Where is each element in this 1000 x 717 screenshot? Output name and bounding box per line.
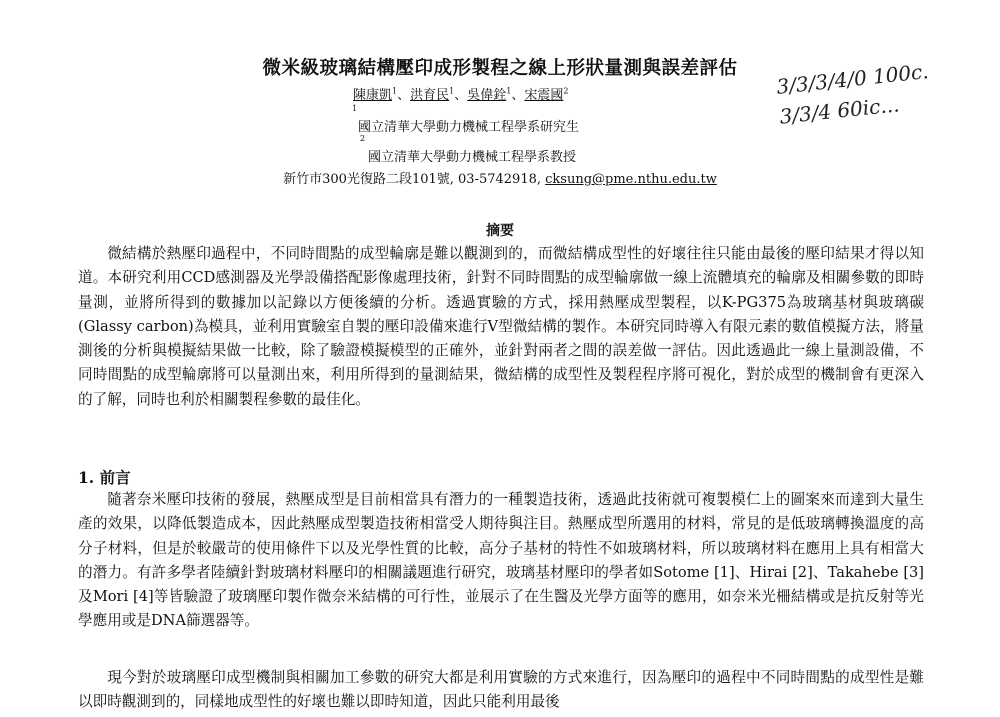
author-separator: 、 (454, 88, 468, 103)
author-affiliation-mark: 1 (506, 86, 512, 96)
author-separator: 、 (511, 88, 525, 103)
author-affiliation-mark: 2 (563, 86, 569, 96)
affiliation-text: 國立清華大學動力機械工程學系研究生 (358, 120, 580, 135)
author-name: 宋震國 (524, 88, 564, 103)
paper-title: 微米級玻璃結構壓印成形製程之線上形狀量測與誤差評估 (262, 58, 738, 79)
author-name: 陳康凱 (353, 88, 393, 103)
author-separator: 、 (397, 88, 411, 103)
affiliation-text: 國立清華大學動力機械工程學系教授 (368, 150, 577, 165)
abstract-heading: 摘要 (486, 223, 514, 239)
address-line (0, 168, 1000, 187)
introduction-paragraph: 現今對於玻璃壓印成型機制與相關加工參數的研究大都是利用實驗的方式來進行，因為壓印的過程中不同時間點的成型性是難以即時觀測到的，同樣地成型性的好壞也難以即時知道，因此只能利用最後 (78, 669, 924, 711)
author-name: 洪育民 (410, 88, 450, 103)
email-link[interactable]: cksung@pme.nthu.edu.tw (545, 172, 717, 187)
author-affiliation-mark: 1 (449, 86, 455, 96)
handwritten-note-line: 3/3/4 60ic... (778, 92, 901, 129)
handwritten-note-line: 3/3/3/4/0 100c. (775, 59, 930, 99)
abstract-body: 微結構於熱壓印過程中，不同時間點的成型輪廓是難以觀測到的，而微結構成型性的好壞往往只能由最後的壓印結果才得以知道。本研究利用CCD感測器及光學設備搭配影像處理技術，針對不同時間點的成型輪廓做一線上流體填充的輪廓及相關參數的即時量測，並將所得到的數據加以記錄以方便後續的分析。透過實驗的方式，採用熱壓成型製程，以K-PG375為玻璃基材與玻璃碳(Glassy carbon)為模具，並利用實驗室自製的壓印設備來進行V型微結構的製作。本研究同時導入有限元素的數值模擬方法，將量測後的分析與模擬結果做一比較，除了驗證模擬模型的正確外，並針對兩者之間的誤差做一評估。因此透過此一線上量測設備，不同時間點的成型輪廓將可以量測出來，利用所得到的量測結果，微結構的成型性及製程程序將可視化，對於成型的機制會有更深入的了解，同時也利於相關製程參數的最佳化。 (78, 245, 924, 408)
section-heading-introduction: 1. 前言 (78, 468, 131, 487)
author-name: 吳偉銓 (467, 88, 507, 103)
introduction-paragraph: 隨著奈米壓印技術的發展，熱壓成型是目前相當具有潛力的一種製造技術，透過此技術就可複製模仁上的圖案來而達到大量生產的效果，以降低製造成本，因此熱壓成型製造技術相當受人期待與注目。熱壓成型所選用的材料，常見的是低玻璃轉換溫度的高分子材料，但是於較嚴苛的使用條件下以及光學性質的比較，高分子基材的特性不如玻璃材料，所以玻璃材料在應用上具有相當大的潛力。有許多學者陸續針對玻璃材料壓印的相關議題進行研究，玻璃基材壓印的學者如Sotome [1]、Hirai [2]、Takahebe [3]及Mori [4]等皆驗證了玻璃壓印製作微奈米結構的可行性，並展示了在生醫及光學方面等的應用，如奈米光柵結構或是抗反射等光學應用或是DNA篩選器等。 (78, 491, 924, 630)
author-affiliation-mark: 1 (392, 86, 398, 96)
affiliation-number: 1 (352, 104, 358, 113)
affiliation-number: 2 (360, 134, 366, 143)
author-list (353, 84, 568, 103)
postal-address: 新竹市300光復路二段101號, 03-5742918, (283, 172, 546, 187)
